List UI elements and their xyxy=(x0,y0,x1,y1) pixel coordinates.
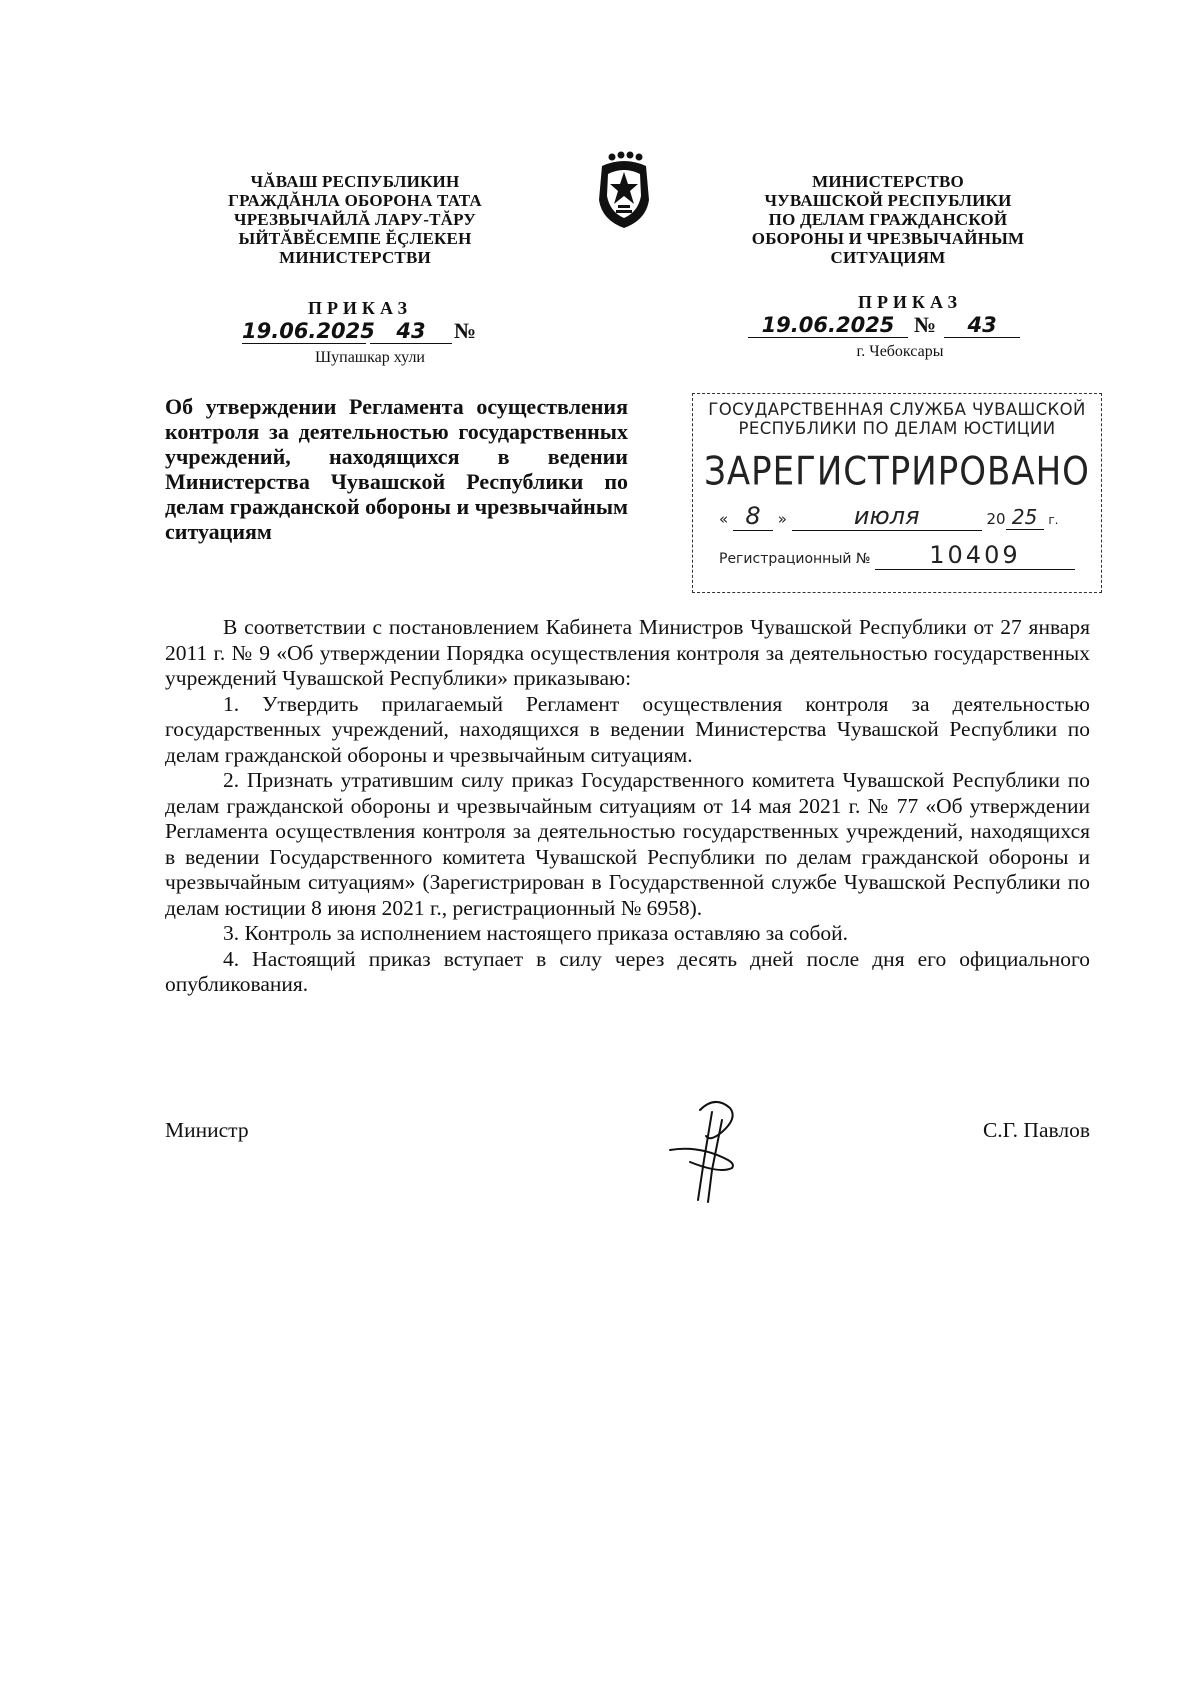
document-body xyxy=(165,615,1090,998)
stamp-year-prefix: 20 xyxy=(986,510,1006,528)
order-date-number-left xyxy=(242,318,512,344)
body-paragraph: 2. Признать утратившим силу приказ Государственного комитета Чувашской Республики по делам гражданской обороны и чрезвычайным ситуациям от 14 мая 2021 г. № 77 «Об утверждении Регламента осуществления контроля за деятельностью государственных учреждений, находящихся в ведении Государственного комитета Чувашской Республики по делам гражданской обороны и чрезвычайным ситуациям» (Зарегистрирован в Государственной службе Чувашской Республики по делам юстиции 8 июня 2021 г., регистрационный № 6958). xyxy=(165,768,1090,920)
signatory-name: С.Г. Павлов xyxy=(982,1118,1090,1142)
header-right-line: ПО ДЕЛАМ ГРАЖДАНСКОЙ xyxy=(768,210,1008,229)
signature-icon xyxy=(660,1090,770,1210)
body-paragraph: 1. Утвердить прилагаемый Регламент осуществления контроля за деятельностью государственных учреждений, находящихся в ведении Министерства Чувашской Республики по делам гражданской обороны и чрезвычайным ситуациям. xyxy=(165,691,1090,767)
order-date-number-right xyxy=(748,312,1048,338)
body-paragraph: В соответствии с постановлением Кабинета Министров Чувашской Республики от 27 января 2011 г. № 9 «Об утверждении Порядка осуществления контроля за деятельностью государственных учреждений Чувашской Республики» приказываю: xyxy=(165,615,1090,690)
header-left-line: ЧĂВАШ РЕСПУБЛИКИН xyxy=(250,172,460,191)
handwritten-signature xyxy=(660,1090,770,1210)
order-number-right: 43 xyxy=(944,313,1020,338)
order-label-right: ПРИКАЗ xyxy=(857,292,963,312)
stamp-org-line: РЕСПУБЛИКИ ПО ДЕЛАМ ЮСТИЦИИ xyxy=(738,419,1056,438)
stamp-quote-close: » xyxy=(777,510,787,528)
document-title: Об утверждении Регламента осуществления контроля за деятельностью государственных учреждений, находящихся в ведении Министерства Чувашской Республики по делам гражданской обороны и чрезвычайным ситуациям xyxy=(165,394,628,544)
body-paragraph: 3. Контроль за исполнением настоящего приказа оставляю за собой. xyxy=(223,921,849,945)
registration-stamp xyxy=(692,393,1102,593)
header-right-line: ОБОРОНЫ И ЧРЕЗВЫЧАЙНЫМ xyxy=(751,229,1025,248)
stamp-day: 8 xyxy=(733,502,773,531)
header-left-line: ЧРЕЗВЫЧАЙЛĂ ЛАРУ-ТĂРУ xyxy=(234,210,476,229)
stamp-year-suffix: 25 xyxy=(1006,505,1044,530)
header-left-line: ЫЙТĂВĔСЕМПЕ ĔÇЛЕКЕН xyxy=(238,229,472,248)
stamp-date xyxy=(703,502,1091,531)
order-date-right: 19.06.2025 xyxy=(748,313,908,338)
order-date-left: 19.06.2025 xyxy=(242,319,375,343)
place-right: г. Чебоксары xyxy=(856,343,944,360)
header-right-line: ЧУВАШСКОЙ РЕСПУБЛИКИ xyxy=(764,191,1012,210)
header-right-line: МИНИСТЕРСТВО xyxy=(812,172,964,191)
order-number-left: 43 xyxy=(370,319,452,344)
stamp-reg-number: 10409 xyxy=(875,541,1075,570)
header-right xyxy=(738,172,1038,267)
header-left-line: ГРАЖДĂНЛА ОБОРОНА ТАТА xyxy=(228,191,482,210)
stamp-year-mark: г. xyxy=(1048,513,1059,527)
stamp-reg-row xyxy=(703,541,1091,570)
body-paragraph: 4. Настоящий приказ вступает в силу через десять дней после дня его официального опубликования. xyxy=(165,946,1090,996)
number-sign-right: № xyxy=(914,312,937,337)
coat-of-arms-icon xyxy=(588,150,660,232)
header-left xyxy=(205,172,505,267)
stamp-org-line: ГОСУДАРСТВЕННАЯ СЛУЖБА ЧУВАШСКОЙ xyxy=(708,400,1086,419)
order-label-left: ПРИКАЗ xyxy=(307,298,413,318)
place-left: Шупашкар хули xyxy=(315,349,425,366)
stamp-month: июля xyxy=(792,502,982,531)
signatory-position: Министр xyxy=(165,1118,249,1142)
header-left-line: МИНИСТЕРСТВИ xyxy=(279,248,431,267)
stamp-quote-open: « xyxy=(719,510,729,528)
header-right-line: СИТУАЦИЯМ xyxy=(830,248,946,267)
number-sign-left: № xyxy=(454,318,477,343)
stamp-reg-label: Регистрационный № xyxy=(719,551,871,567)
stamp-status: ЗАРЕГИСТРИРОВАНО xyxy=(704,449,1090,495)
emblem xyxy=(588,150,660,232)
